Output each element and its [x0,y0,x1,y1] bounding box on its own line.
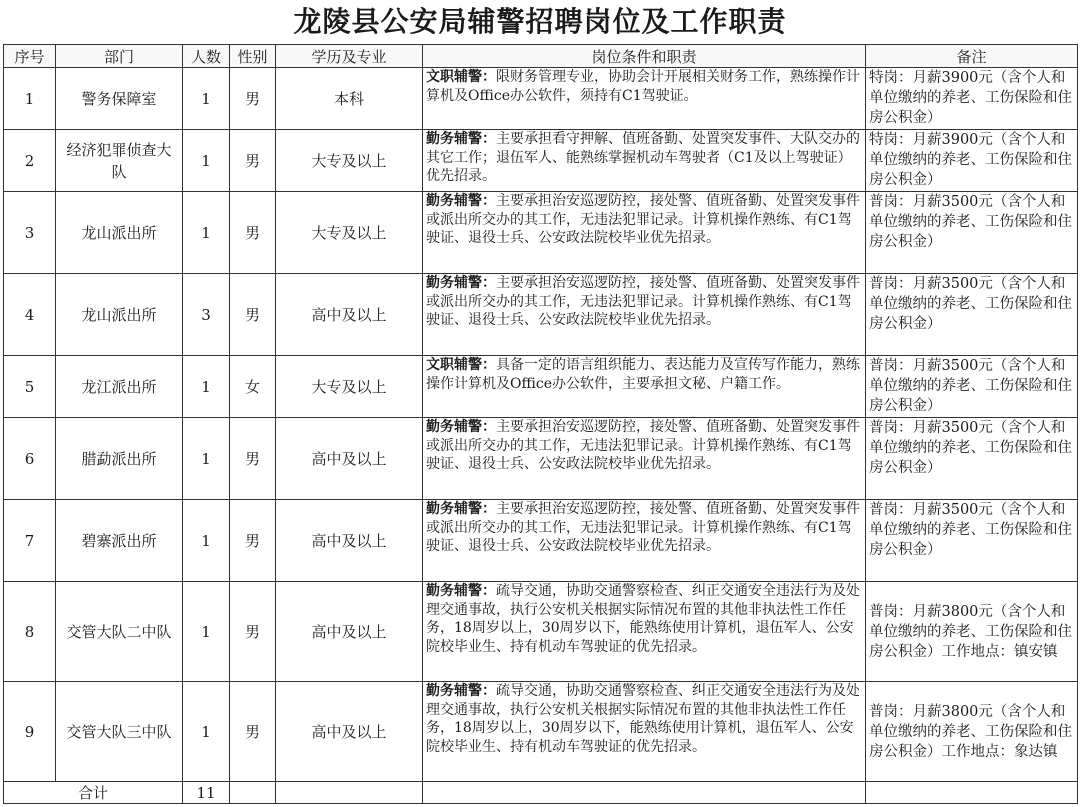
row-edu: 大专及以上 [276,192,423,274]
row-gender: 女 [230,356,276,418]
row-dept: 警务保障室 [56,68,183,130]
row-no: 1 [4,68,56,130]
row-count: 1 [183,130,230,192]
row-gender: 男 [230,500,276,582]
row-dept: 交管大队二中队 [56,582,183,682]
table-row [4,356,1078,418]
row-no: 9 [4,682,56,782]
total-empty-cell [423,782,866,804]
row-duty-text: 主要承担治安巡逻防控，接处警、值班备勤、处置突发事件或派出所交办的其工作，无违法犯罪记录。计算机操作熟练、有C1驾驶证、退役士兵、公安政法院校毕业优先招录。 [426,419,860,472]
row-edu: 大专及以上 [276,130,423,192]
row-duty-text: 具备一定的语言组织能力、表达能力及宣传写作能力，熟练操作计算机及Office办公软件，主要承担文秘、户籍工作。 [426,357,860,392]
header-count: 人数 [183,45,230,68]
table-row [4,682,1078,782]
total-row [4,782,1078,804]
row-count: 1 [183,192,230,274]
row-note: 普岗：月薪3500元（含个人和单位缴纳的养老、工伤保险和住房公积金） [866,274,1078,356]
row-duty-text: 主要承担看守押解、值班备勤、处置突发事件、大队交办的其它工作；退伍军人、能熟练掌握机动车驾驶者（C1及以上驾驶证）优先招录。 [426,131,860,184]
row-note: 普岗：月薪3500元（含个人和单位缴纳的养老、工伤保险和住房公积金） [866,500,1078,582]
row-note: 普岗：月薪3500元（含个人和单位缴纳的养老、工伤保险和住房公积金） [866,192,1078,274]
row-role: 勤务辅警： [426,275,496,291]
row-count: 1 [183,356,230,418]
row-dept: 交管大队三中队 [56,682,183,782]
row-note: 普岗：月薪3800元（含个人和单位缴纳的养老、工伤保险和住房公积金）工作地点：镇安镇 [866,582,1078,682]
row-gender: 男 [230,192,276,274]
row-edu: 高中及以上 [276,274,423,356]
row-duty-text: 主要承担治安巡逻防控，接处警、值班备勤、处置突发事件或派出所交办的其工作，无违法犯罪记录。计算机操作熟练、有C1驾驶证、退役士兵、公安政法院校毕业优先招录。 [426,275,860,328]
header-dept: 部门 [56,45,183,68]
row-duty-text: 主要承担治安巡逻防控，接处警、值班备勤、处置突发事件或派出所交办的其工作，无违法犯罪记录。计算机操作熟练、有C1驾驶证、退役士兵、公安政法院校毕业优先招录。 [426,193,860,246]
row-dept: 龙江派出所 [56,356,183,418]
row-edu: 大专及以上 [276,356,423,418]
row-duty [423,130,866,192]
row-duty [423,418,866,500]
row-duty [423,274,866,356]
total-count: 11 [183,782,230,804]
row-note: 特岗：月薪3900元（含个人和单位缴纳的养老、工伤保险和住房公积金） [866,130,1078,192]
row-gender: 男 [230,68,276,130]
table-row [4,582,1078,682]
table-row [4,192,1078,274]
row-count: 3 [183,274,230,356]
row-duty-text: 疏导交通，协助交通警察检查、纠正交通安全违法行为及处理交通事故，执行公安机关根据实际情况布置的其他非执法性工作任务，18周岁以上，30周岁以下，能熟练使用计算机，退伍军人、公安院校毕业生、持有机动车驾驶证的优先招录。 [426,683,860,755]
table-row [4,68,1078,130]
row-count: 1 [183,418,230,500]
row-role: 勤务辅警： [426,501,496,517]
row-note: 普岗：月薪3800元（含个人和单位缴纳的养老、工伤保险和住房公积金）工作地点：象达镇 [866,682,1078,782]
row-dept: 经济犯罪侦查大队 [56,130,183,192]
row-duty [423,192,866,274]
row-duty-text: 限财务管理专业，协助会计开展相关财务工作，熟练操作计算机及Office办公软件，须持有C1驾驶证。 [426,69,860,104]
row-dept: 龙山派出所 [56,274,183,356]
row-gender: 男 [230,582,276,682]
table-row [4,274,1078,356]
total-empty-cell [230,782,276,804]
row-role: 勤务辅警： [426,419,496,435]
row-duty [423,68,866,130]
total-empty-cell [276,782,423,804]
row-no: 6 [4,418,56,500]
table-row [4,500,1078,582]
row-duty [423,500,866,582]
recruitment-table [3,44,1078,804]
row-edu: 高中及以上 [276,500,423,582]
row-duty-text: 主要承担治安巡逻防控，接处警、值班备勤、处置突发事件或派出所交办的其工作，无违法犯罪记录。计算机操作熟练、有C1驾驶证、退役士兵、公安政法院校毕业优先招录。 [426,501,860,554]
header-edu: 学历及专业 [276,45,423,68]
row-gender: 男 [230,274,276,356]
header-no: 序号 [4,45,56,68]
row-no: 7 [4,500,56,582]
row-count: 1 [183,682,230,782]
row-count: 1 [183,500,230,582]
row-no: 8 [4,582,56,682]
row-no: 3 [4,192,56,274]
row-dept: 碧寨派出所 [56,500,183,582]
row-count: 1 [183,582,230,682]
header-row [4,45,1078,68]
header-duty: 岗位条件和职责 [423,45,866,68]
page-title: 龙陵县公安局辅警招聘岗位及工作职责 [293,5,787,38]
row-edu: 高中及以上 [276,682,423,782]
header-note: 备注 [866,45,1078,68]
row-role: 文职辅警： [426,69,496,85]
row-duty-text: 疏导交通，协助交通警察检查、纠正交通安全违法行为及处理交通事故，执行公安机关根据实际情况布置的其他非执法性工作任务，18周岁以上，30周岁以下，能熟练使用计算机，退伍军人、公安院校毕业生、持有机动车驾驶证的优先招录。 [426,583,860,655]
total-label: 合计 [4,782,183,804]
row-gender: 男 [230,130,276,192]
row-no: 2 [4,130,56,192]
row-gender: 男 [230,418,276,500]
row-role: 文职辅警： [426,357,496,373]
row-dept: 龙山派出所 [56,192,183,274]
row-dept: 腊勐派出所 [56,418,183,500]
row-no: 5 [4,356,56,418]
table-row [4,418,1078,500]
row-duty [423,356,866,418]
total-empty-cell [866,782,1078,804]
row-duty [423,682,866,782]
header-gender: 性别 [230,45,276,68]
row-gender: 男 [230,682,276,782]
row-role: 勤务辅警： [426,683,496,699]
row-role: 勤务辅警： [426,583,496,599]
row-role: 勤务辅警： [426,131,496,147]
row-note: 普岗：月薪3500元（含个人和单位缴纳的养老、工伤保险和住房公积金） [866,356,1078,418]
row-note: 普岗：月薪3500元（含个人和单位缴纳的养老、工伤保险和住房公积金） [866,418,1078,500]
row-no: 4 [4,274,56,356]
row-note: 特岗：月薪3900元（含个人和单位缴纳的养老、工伤保险和住房公积金） [866,68,1078,130]
row-edu: 高中及以上 [276,582,423,682]
row-duty [423,582,866,682]
row-role: 勤务辅警： [426,193,496,209]
table-row [4,130,1078,192]
row-count: 1 [183,68,230,130]
row-edu: 本科 [276,68,423,130]
row-edu: 高中及以上 [276,418,423,500]
